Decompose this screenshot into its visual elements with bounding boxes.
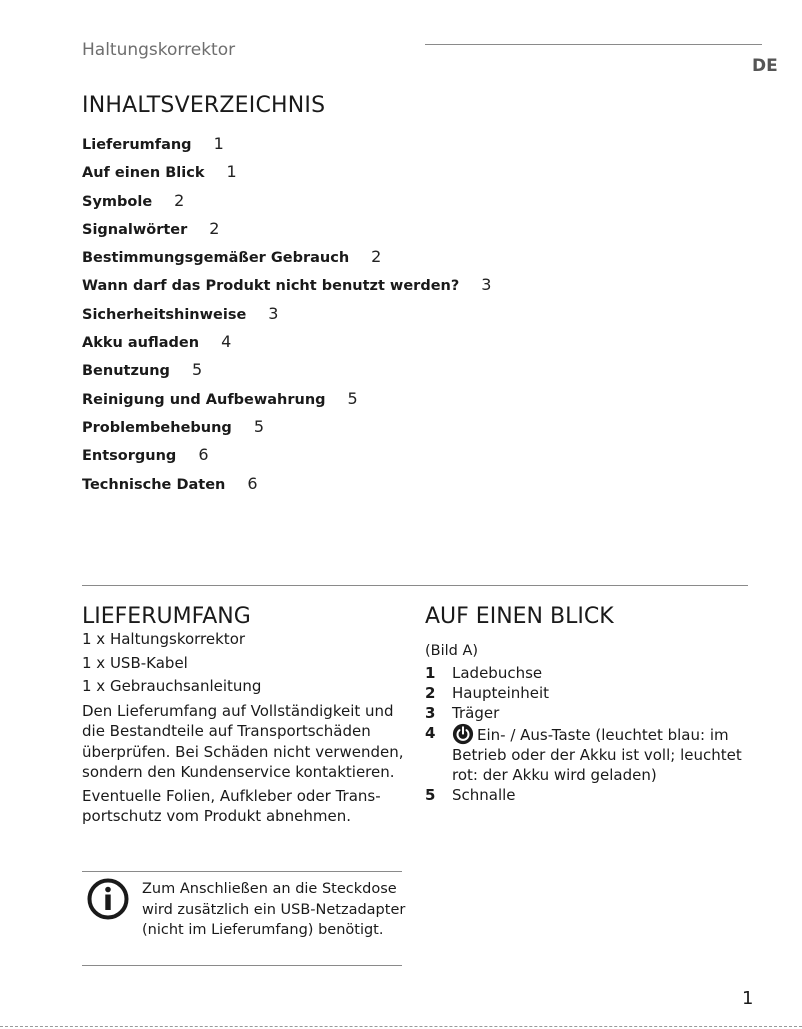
- figure-reference: (Bild A): [425, 643, 479, 659]
- lieferumfang-section: [82, 604, 404, 827]
- toc-entry-page: 2: [209, 218, 220, 238]
- toc-entry[interactable]: [82, 246, 491, 274]
- table-of-contents: [82, 133, 491, 501]
- toc-entry-title: Auf einen Blick: [82, 165, 205, 182]
- page-cut-line: [0, 1026, 802, 1027]
- blick-heading: AUF EINEN BLICK: [425, 604, 614, 629]
- scope-check-paragraph: Den Lieferumfang auf Vollständigkeit und die Bestandteile auf Transportschäden überprüfen. Bei Schäden nicht verwenden, sondern den Kundenservice kontaktieren.: [82, 701, 404, 781]
- toc-entry[interactable]: [82, 133, 491, 161]
- part-number: 1: [425, 664, 436, 682]
- part-number: 2: [425, 684, 436, 702]
- toc-entry-title: Lieferumfang: [82, 137, 192, 153]
- toc-entry-page: 5: [347, 388, 358, 408]
- toc-entry-title: Reinigung und Aufbewahrung: [82, 391, 326, 408]
- part-label: Ein- / Aus-Taste (leuchtet blau: im Betrieb oder der Akku ist voll; leuchtet rot: der Akku wird geladen): [452, 726, 742, 784]
- note-bottom-rule: [82, 965, 402, 966]
- note-top-rule: [82, 871, 402, 872]
- toc-entry-title: Signalwörter: [82, 221, 188, 238]
- toc-heading: INHALTSVERZEICHNIS: [82, 93, 326, 118]
- toc-entry-title: Entsorgung: [82, 448, 177, 465]
- toc-entry[interactable]: [82, 473, 491, 501]
- scope-item: 1 x Haltungskorrektor: [82, 630, 246, 648]
- power-icon: [452, 723, 474, 745]
- part-item: [425, 703, 755, 723]
- section-divider: [82, 585, 748, 586]
- scope-item: 1 x USB-Kabel: [82, 653, 188, 672]
- toc-entry[interactable]: [82, 218, 491, 246]
- toc-entry-page: 6: [247, 473, 258, 493]
- language-label: DE: [752, 56, 778, 76]
- part-item: [425, 785, 755, 805]
- toc-entry[interactable]: [82, 303, 491, 331]
- part-number: 3: [425, 704, 436, 722]
- part-number: 4: [425, 724, 436, 742]
- part-item: [425, 663, 755, 683]
- note-text: Zum Anschließen an die Steckdose wird zusätzlich ein USB-Netzadapter (nicht im Lieferumfang) benötigt.: [142, 881, 406, 938]
- toc-entry[interactable]: [82, 274, 491, 302]
- toc-entry[interactable]: [82, 190, 491, 218]
- toc-entry[interactable]: [82, 416, 491, 444]
- toc-entry-page: 1: [226, 162, 237, 182]
- part-item: [425, 683, 755, 703]
- toc-entry-page: 4: [221, 332, 232, 352]
- toc-entry-title: Wann darf das Produkt nicht benutzt werden?: [82, 278, 460, 295]
- part-label: Träger: [452, 704, 500, 722]
- toc-entry-title: Akku aufladen: [82, 335, 200, 352]
- info-icon: [86, 877, 130, 921]
- page-number: 1: [742, 988, 754, 1009]
- toc-entry-page: 1: [213, 134, 224, 153]
- toc-entry-title: Problembehebung: [82, 419, 232, 436]
- toc-entry-title: Bestimmungsgemäßer Gebrauch: [82, 250, 350, 267]
- header-title: Haltungskorrektor: [82, 40, 236, 60]
- parts-list: [425, 663, 755, 805]
- toc-entry-title: Benutzung: [82, 363, 170, 380]
- toc-entry-title: Technische Daten: [82, 476, 226, 493]
- toc-entry-title: Symbole: [82, 193, 153, 210]
- header-rule: [425, 44, 762, 45]
- toc-entry[interactable]: [82, 161, 491, 189]
- scope-remove-paragraph: Eventuelle Folien, Aufkleber oder Transportschutz vom Produkt abnehmen.: [82, 786, 381, 825]
- toc-entry-page: 3: [268, 303, 279, 323]
- auf-einen-blick-section: [425, 604, 755, 805]
- toc-entry-page: 5: [253, 416, 264, 436]
- toc-entry[interactable]: [82, 444, 491, 472]
- part-label: Haupteinheit: [452, 684, 550, 702]
- part-description-with-icon: [452, 723, 755, 785]
- part-item: [425, 723, 755, 785]
- toc-entry[interactable]: [82, 388, 491, 416]
- toc-entry-title: Sicherheitshinweise: [82, 306, 247, 323]
- toc-entry[interactable]: [82, 359, 491, 387]
- part-label: Schnalle: [452, 786, 516, 804]
- toc-entry[interactable]: [82, 331, 491, 359]
- toc-entry-page: 6: [198, 445, 209, 465]
- toc-entry-page: 5: [191, 360, 203, 380]
- part-number: 5: [425, 786, 436, 804]
- toc-entry-page: 3: [481, 275, 492, 295]
- toc-entry-page: 2: [174, 190, 185, 210]
- toc-entry-page: 2: [371, 247, 382, 267]
- scope-item: 1 x Gebrauchsanleitung: [82, 677, 262, 695]
- part-label: Ladebuchse: [452, 664, 543, 682]
- lieferumfang-heading: LIEFERUMFANG: [82, 604, 251, 629]
